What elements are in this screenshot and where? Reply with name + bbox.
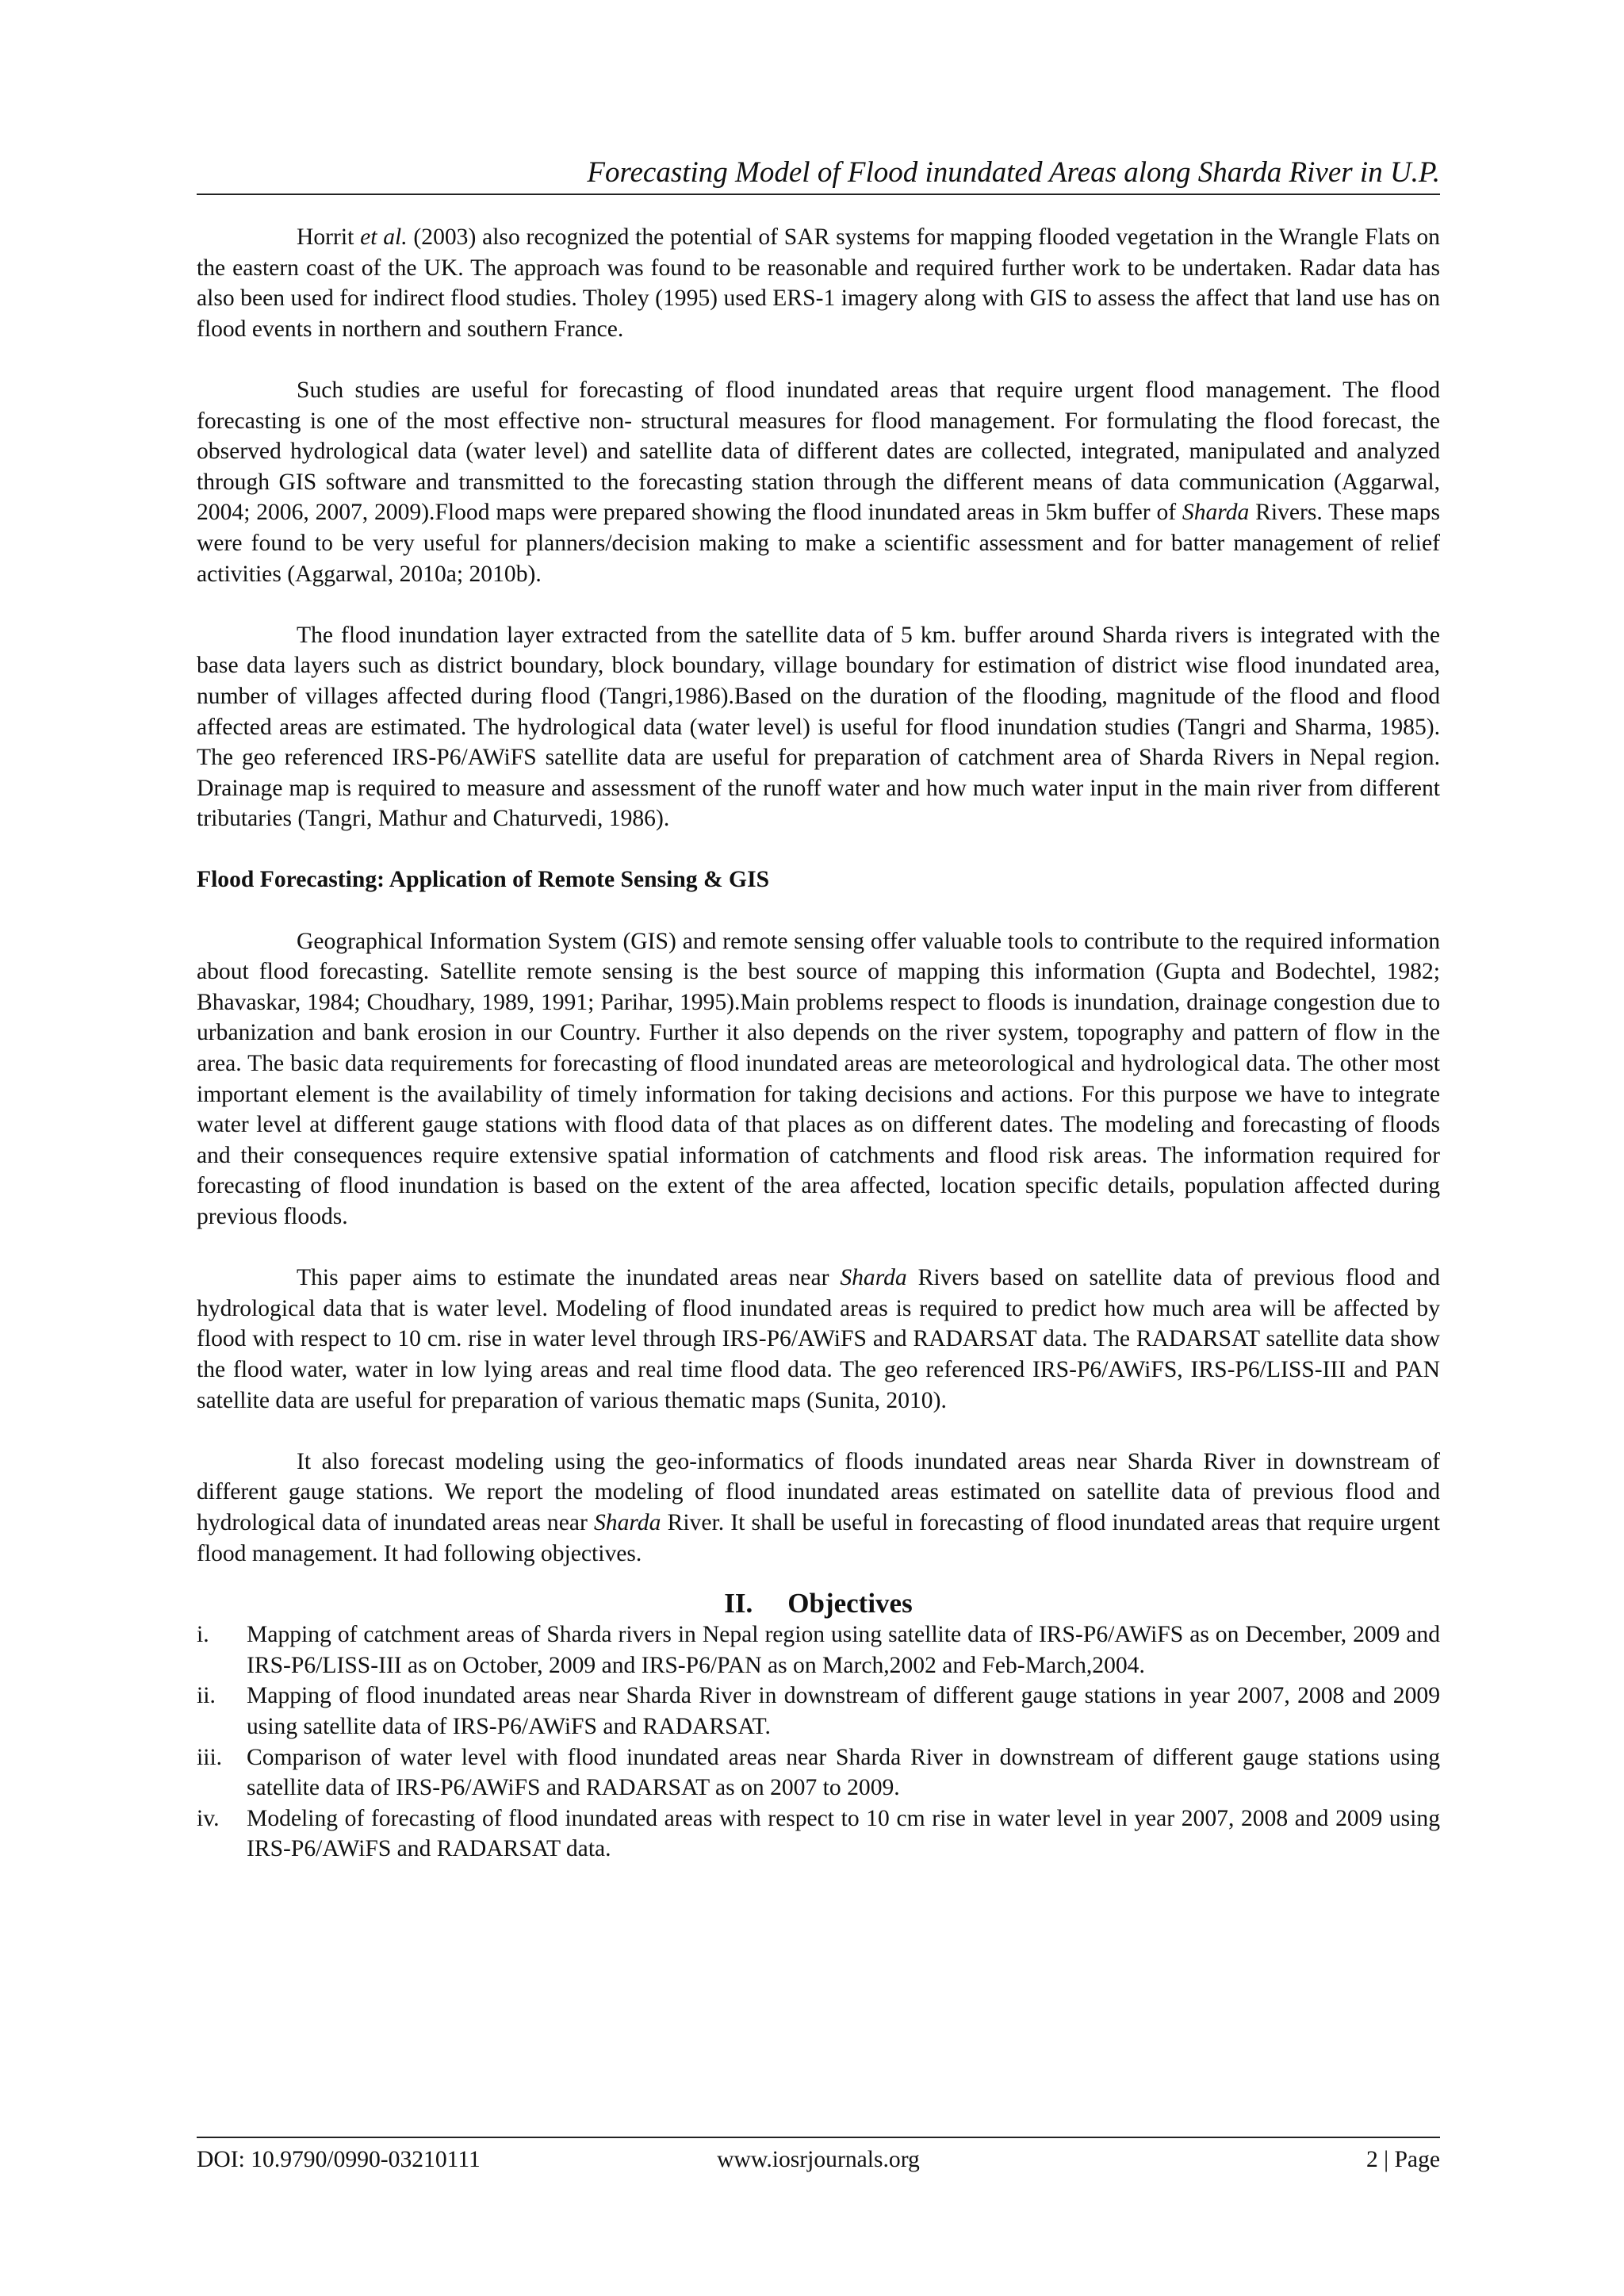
paragraph bbox=[197, 620, 1440, 834]
text-run: This paper aims to estimate the inundated areas near bbox=[297, 1265, 841, 1291]
paragraph bbox=[197, 926, 1440, 1232]
objectives-heading bbox=[197, 1588, 1440, 1619]
list-item-text: Mapping of flood inundated areas near Sharda River in downstream of different gauge stations in year 2007, 2008 and 2009 using satellite data of IRS-P6/AWiFS and RADARSAT. bbox=[247, 1683, 1440, 1739]
page-number: 2 | Page bbox=[1365, 2147, 1440, 2172]
footer-divider bbox=[197, 2137, 1440, 2138]
list-item bbox=[197, 1681, 1440, 1742]
section-number: II. bbox=[724, 1588, 753, 1619]
text-run: Rivers based on satellite data of previous flood and hydrological data that is water level. Modeling of flood inundated areas is required to predict how much area will be affected by flood with respect to 10 cm. rise in water level through IRS-P6/AWiFS and RADARSAT data. The RADARSAT satellite data show the flood water, water in low lying areas and real time flood data. The geo referenced IRS-P6/AWiFS, IRS-P6/LISS-III and PAN satellite data are useful for preparation of various thematic maps (Sunita, 2010). bbox=[197, 1265, 1440, 1413]
text-run: (2003) also recognized the potential of SAR systems for mapping flooded vegetation in the Wrangle Flats on the eastern coast of the UK. The approach was found to be reasonable and required further work to be undertaken. Radar data has also been used for indirect flood studies. Tholey (1995) used ERS-1 imagery along with GIS to assess the affect that land use has on flood events in northern and southern France. bbox=[197, 224, 1440, 342]
list-item-text: Modeling of forecasting of flood inundated areas with respect to 10 cm rise in water level in year 2007, 2008 and 2009 using IRS-P6/AWiFS and RADARSAT data. bbox=[247, 1805, 1440, 1862]
list-marker: iv. bbox=[197, 1805, 220, 1831]
doi-text: DOI: 10.9790/0990-03210111 bbox=[197, 2147, 481, 2172]
list-item bbox=[197, 1803, 1440, 1865]
text-run-italic: et al. bbox=[360, 224, 408, 250]
paragraph bbox=[197, 1263, 1440, 1416]
text-run: The flood inundation layer extracted from the satellite data of 5 km. buffer around Sharda rivers is integrated with the base data layers such as district boundary, block boundary, village boundary for estimation of district wise flood inundated area, number of villages affected during flood (Tangri,1986).Based on the duration of the flooding, magnitude of the flood and flood affected areas are estimated. The hydrological data (water level) is useful for flood inundation studies (Tangri and Sharma, 1985). The geo referenced IRS-P6/AWiFS satellite data are useful for preparation of catchment area of Sharda Rivers in Nepal region. Drainage map is required to measure and assessment of the runoff water and how much water input in the main river from different tributaries (Tangri, Mathur and Chaturvedi, 1986). bbox=[197, 622, 1440, 832]
paragraph bbox=[197, 222, 1440, 344]
paragraph bbox=[197, 1447, 1440, 1569]
list-marker: iii. bbox=[197, 1744, 223, 1770]
running-header: Forecasting Model of Flood inundated Areas along Sharda River in U.P. bbox=[587, 156, 1440, 189]
section-title: Objectives bbox=[787, 1588, 913, 1619]
text-run-italic: Sharda bbox=[840, 1265, 907, 1291]
text-run: Rivers. These maps were found to be very useful for planners/decision making to make a scientific assessment and for batter management of relief activities (Aggarwal, 2010a; 2010b). bbox=[197, 500, 1440, 587]
objectives-list bbox=[197, 1619, 1440, 1865]
text-run: Geographical Information System (GIS) and remote sensing offer valuable tools to contribute to the required information about flood forecasting. Satellite remote sensing is the best source of mapping this information (Gupta and Bodechtel, 1982; Bhavaskar, 1984; Choudhary, 1989, 1991; Parihar, 1995).Main problems respect to floods is inundation, drainage congestion due to urbanization and bank erosion in our Country. Further it also depends on the river system, topography and pattern of flow in the area. The basic data requirements for forecasting of flood inundated areas are meteorological and hydrological data. The other most important element is the availability of timely information for taking decisions and actions. For this purpose we have to integrate water level at different gauge stations with flood data of that places as on different dates. The modeling and forecasting of floods and their consequences require extensive spatial information of catchments and flood risk areas. The information required for forecasting of flood inundation is based on the extent of the area affected, location specific details, population affected during previous floods. bbox=[197, 928, 1440, 1229]
text-run-italic: Sharda bbox=[1182, 500, 1250, 526]
header-divider bbox=[197, 194, 1440, 195]
list-item bbox=[197, 1742, 1440, 1803]
paragraph bbox=[197, 375, 1440, 589]
text-run: Horrit bbox=[297, 224, 361, 250]
list-marker: i. bbox=[197, 1622, 209, 1648]
text-run-italic: Sharda bbox=[594, 1509, 661, 1535]
list-item bbox=[197, 1619, 1440, 1681]
text-run: Such studies are useful for forecasting of flood inundated areas that require urgent flood management. The flood forecasting is one of the most effective non- structural measures for flood management. For formulating the flood forecast, the observed hydrological data (water level) and satellite data of different dates are collected, integrated, manipulated and analyzed through GIS software and transmitted to the forecasting station through the different means of data communication (Aggarwal, 2004; 2006, 2007, 2009).Flood maps were prepared showing the flood inundated areas in 5km buffer of bbox=[197, 377, 1440, 526]
body-text bbox=[197, 222, 1440, 1865]
text-run: River. It shall be useful in forecasting of flood inundated areas that require urgent flood management. It had following objectives. bbox=[197, 1509, 1440, 1566]
list-item-text: Comparison of water level with flood inundated areas near Sharda River in downstream of different gauge stations using satellite data of IRS-P6/AWiFS and RADARSAT as on 2007 to 2009. bbox=[247, 1744, 1440, 1801]
list-item-text: Mapping of catchment areas of Sharda rivers in Nepal region using satellite data of IRS-P6/AWiFS as on December, 2009 and IRS-P6/LISS-III as on October, 2009 and IRS-P6/PAN as on March,2002 and Feb-March,2004. bbox=[247, 1622, 1440, 1678]
list-marker: ii. bbox=[197, 1683, 216, 1709]
text-run: It also forecast modeling using the geo-informatics of floods inundated areas near Sharda River in downstream of different gauge stations. We report the modeling of flood inundated areas estimated on satellite data of previous flood and hydrological data of inundated areas near bbox=[197, 1448, 1440, 1535]
journal-link[interactable]: www.iosrjournals.org bbox=[717, 2147, 920, 2172]
section-heading: Flood Forecasting: Application of Remote Sensing & GIS bbox=[197, 867, 770, 893]
paper-page bbox=[197, 0, 1440, 2296]
